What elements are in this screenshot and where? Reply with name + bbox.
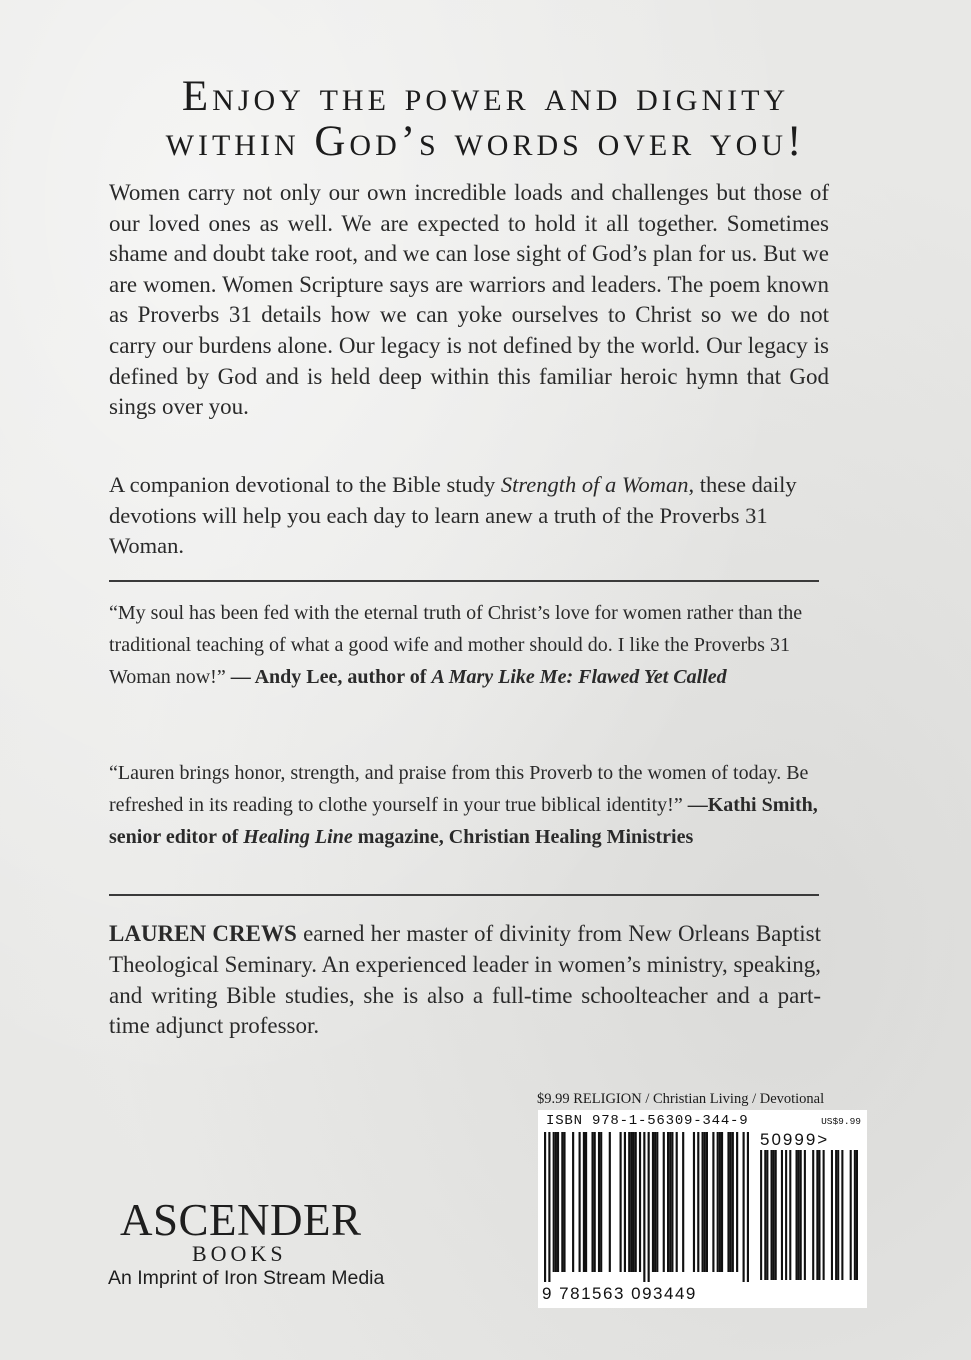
barcode-bar (579, 1132, 581, 1272)
barcode-bar (561, 1132, 563, 1272)
endorsement-2 (109, 757, 819, 853)
endorsement-attribution-after: magazine, Christian Healing Ministries (352, 826, 694, 848)
barcode-bar (572, 1132, 574, 1272)
study-title: Strength of a Woman (500, 472, 689, 497)
author-bio-text: earned her master of divinity from New Orleans Baptist Theological Seminary. An experienced leader in women’s ministry, speaking, and writing Bible studies, she is also a full-time schoolteacher and a part-time adjunct professor. (109, 921, 821, 1039)
barcode-bar (620, 1132, 622, 1272)
barcode-bar (557, 1132, 559, 1272)
addon-bar (771, 1150, 773, 1280)
barcode-bar (730, 1132, 732, 1272)
addon-bar (781, 1150, 783, 1280)
addon-bar (850, 1150, 852, 1280)
barcode-bar (697, 1132, 699, 1272)
addon-bar (785, 1150, 787, 1280)
barcode-bar (732, 1132, 734, 1272)
isbn-text: ISBN 978-1-56309-344-9 (546, 1113, 749, 1129)
addon-bar (764, 1150, 766, 1280)
description-paragraph-1: Women carry not only our own incredible loads and challenges but those of our loved ones as well. We are expected to hold it all together. Sometimes shame and doubt take root, and we can lose sight of God’s plan for us. But we are women. Women Scripture says are warriors and leaders. The poem known as Proverbs 31 details how we can yoke ourselves to Christ so we do not carry our burdens alone. Our legacy is not defined by the world. Our legacy is defined by God and is held deep within this familiar heroic hymn that God sings over you. (109, 180, 829, 420)
barcode-bar (594, 1132, 596, 1272)
barcode-bar (693, 1132, 695, 1272)
barcode-bar (669, 1132, 671, 1272)
addon-digits: 50999> (760, 1130, 830, 1149)
headline-line-1: Enjoy the power and dignity (181, 73, 790, 120)
addon-bar (760, 1150, 762, 1280)
addon-bar (854, 1150, 856, 1280)
barcode-bar (656, 1132, 658, 1272)
addon-bar (823, 1150, 825, 1280)
barcode-bar (663, 1132, 665, 1272)
barcode-bar (544, 1132, 546, 1282)
divider-bottom (109, 894, 819, 896)
addon-bar (773, 1150, 775, 1280)
barcode-bar (676, 1132, 678, 1272)
publisher-sub: BOOKS (192, 1241, 287, 1266)
barcode-bar (727, 1132, 729, 1272)
barcode-bar (553, 1132, 555, 1272)
paragraph-2-before: A companion devotional to the Bible study (109, 472, 501, 497)
barcode-bar (704, 1132, 706, 1272)
description-paragraph-2 (109, 470, 829, 562)
barcode-bar (630, 1132, 632, 1272)
endorsement-quote: “Lauren brings honor, strength, and praise from this Proverb to the women of today. Be refreshed in its reading to clothe yourself in your true biblical identity!” (109, 762, 809, 816)
addon-bar (775, 1150, 777, 1280)
barcode (538, 1110, 867, 1308)
barcode-bar (712, 1132, 714, 1272)
barcode-bar (747, 1132, 749, 1282)
barcode-bar (583, 1132, 585, 1272)
endorsement-1 (109, 597, 819, 693)
barcode-bar (648, 1132, 650, 1282)
headline-line-2: within God’s words over you! (165, 118, 806, 165)
paragraph-2-after: , these daily devotions will help you each day to learn anew a truth of the Proverbs 31 Woman. (109, 472, 797, 558)
addon-bar (818, 1150, 820, 1280)
addon-bar (831, 1150, 833, 1280)
addon-bar (796, 1150, 798, 1280)
barcode-bar (721, 1132, 723, 1272)
barcode-bar (600, 1132, 602, 1272)
barcode-bar (736, 1132, 738, 1272)
addon-bar (856, 1150, 858, 1280)
addon-bar (816, 1150, 818, 1280)
barcode-bar (671, 1132, 673, 1272)
addon-bar (800, 1150, 802, 1280)
addon-bar (798, 1150, 800, 1280)
price-category: $9.99 RELIGION / Christian Living / Devotional (537, 1091, 825, 1107)
author-bio (109, 919, 821, 1042)
barcode-bar (667, 1132, 669, 1272)
us-price: US$9.99 (821, 1116, 861, 1127)
endorsement-attribution: — Andy Lee, author of (230, 666, 432, 688)
addon-bar (804, 1150, 806, 1280)
publisher-logo (108, 1195, 408, 1290)
endorsement-work: Healing Line (243, 826, 353, 848)
author-name: LAUREN CREWS (109, 921, 297, 946)
endorsement-quote: “My soul has been fed with the eternal truth of Christ’s love for women rather than the traditional teaching of what a good wife and mother should do. I like the Proverbs 31 Woman now!” (109, 602, 803, 688)
addon-bar (789, 1150, 791, 1280)
barcode-bar (635, 1132, 637, 1272)
headline (0, 74, 971, 164)
barcode-bar (585, 1132, 587, 1272)
endorsement-work: A Mary Like Me: Flawed Yet Called (431, 666, 727, 688)
barcode-bar (719, 1132, 721, 1272)
addon-bar (841, 1150, 843, 1280)
barcode-bar (548, 1132, 550, 1282)
barcode-bar (609, 1132, 611, 1272)
barcode-bar (555, 1132, 557, 1272)
barcode-bar (682, 1132, 684, 1272)
divider-top (109, 580, 819, 582)
barcode-bar (639, 1132, 641, 1272)
addon-bar (766, 1150, 768, 1280)
barcode-bar (628, 1132, 630, 1272)
publisher-name: ASCENDER (120, 1195, 362, 1245)
barcode-bar (702, 1132, 704, 1272)
addon-barcode-bars (758, 1150, 860, 1282)
barcode-bar (654, 1132, 656, 1272)
barcode-bar (632, 1132, 634, 1272)
barcode-bar (717, 1132, 719, 1272)
addon-bar (835, 1150, 837, 1280)
barcode-bar (591, 1132, 593, 1272)
barcode-bar (598, 1132, 600, 1272)
barcode-bar (563, 1132, 565, 1272)
barcode-bar (652, 1132, 654, 1272)
barcode-bar (624, 1132, 626, 1272)
ean-barcode-bars (544, 1132, 754, 1284)
addon-bar (837, 1150, 839, 1280)
publisher-tagline: An Imprint of Iron Stream Media (108, 1267, 385, 1289)
barcode-bar (743, 1132, 745, 1282)
endorsement-attribution: —Kathi Smith, senior editor of (109, 794, 818, 848)
ean-digits: 9 781563 093449 (542, 1284, 697, 1303)
addon-bar (812, 1150, 814, 1280)
barcode-bar (643, 1132, 645, 1282)
barcode-bar (706, 1132, 708, 1272)
